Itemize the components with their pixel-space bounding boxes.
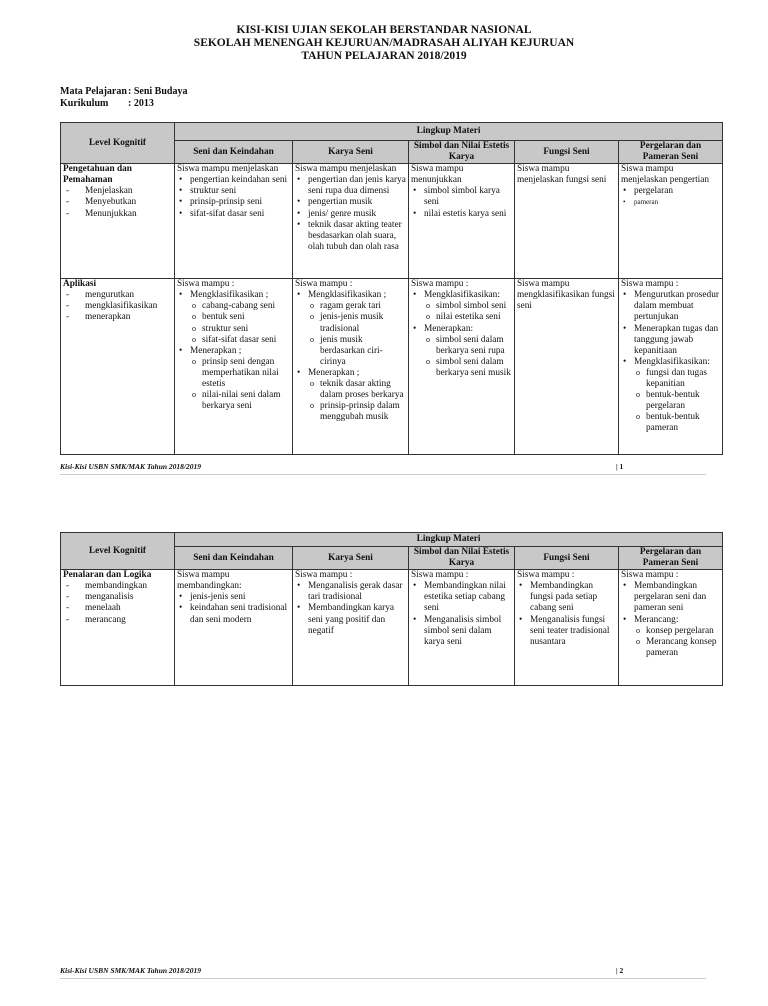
kisi-table-page1: [60, 122, 723, 455]
level-cell: [61, 570, 175, 686]
list-item: [177, 290, 290, 345]
list-item: [621, 615, 720, 659]
cell-intro: Siswa mampu menjelaskan pengertian: [621, 164, 710, 186]
list-item: • Menganalisis fungsi seni teater tradisional nusantara: [517, 615, 616, 648]
list-item: - Menyebutkan: [63, 197, 172, 208]
header-title-line1: KISI-KISI UJIAN SEKOLAH BERSTANDAR NASIONAL: [236, 24, 532, 36]
list-item: • sifat-sifat dasar seni: [177, 209, 290, 220]
header-pergelaran-pameran: Pergelaran dan Pameran Seni: [619, 141, 723, 164]
list-item: - Menjelaskan: [63, 186, 172, 197]
list-item: • Membandingkan pergelaran seni dan pameran seni: [621, 581, 720, 614]
header-karya-seni: Karya Seni: [293, 547, 409, 570]
list-item: o nilai estetika seni: [424, 312, 512, 323]
header-seni-keindahan: Seni dan Keindahan: [175, 141, 293, 164]
header-fungsi-seni: Fungsi Seni: [515, 141, 619, 164]
header-fungsi-seni: Fungsi Seni: [515, 547, 619, 570]
kisi-table-page2: [60, 532, 723, 686]
cell-intro: Siswa mampu menjelaskan: [295, 164, 397, 175]
header-level-kognitif: Level Kognitif: [61, 123, 175, 164]
list-item: • pengertian musik: [295, 197, 406, 208]
list-item: o jenis-jenis musik tradisional: [308, 312, 406, 334]
document-header: [0, 24, 768, 63]
cell-pergelaran-pameran: [619, 570, 723, 686]
level-title: Aplikasi: [63, 279, 97, 290]
list-item: • Mengurutkan prosedur dalam membuat pertunjukan: [621, 290, 720, 323]
header-title-line3: TAHUN PELAJARAN 2018/2019: [301, 50, 467, 62]
list-item: o sifat-sifat dasar seni: [190, 335, 290, 346]
header-simbol-nilai: Simbol dan Nilai Estetis Karya: [409, 547, 515, 570]
list-item: • struktur seni: [177, 186, 290, 197]
cell-karya-seni: [293, 279, 409, 455]
list-item: o simbol simbol seni: [424, 301, 512, 312]
list-item: [177, 346, 290, 413]
list-item: o prinsip seni dengan memperhatikan nilai estetis: [190, 357, 290, 390]
list-item: - menerapkan: [63, 312, 172, 323]
cell-pergelaran-pameran: [619, 279, 723, 455]
level-cell: [61, 164, 175, 279]
cell-intro: Siswa mampu menjelaskan: [177, 164, 279, 175]
page-footer: [60, 462, 706, 471]
list-item: • Menganalisis gerak dasar tari tradisional: [295, 581, 406, 603]
cell-karya-seni: [293, 570, 409, 686]
list-item: o simbol seni dalam berkarya seni musik: [424, 357, 512, 379]
cell-intro: Siswa mampu menjelaskan fungsi seni: [517, 164, 607, 186]
list-item: o fungsi dan tugas kepanitian: [634, 368, 720, 390]
curriculum-value: : 2013: [128, 98, 154, 109]
list-item: o konsep pergelaran: [634, 626, 720, 637]
list-item: • keindahan seni tradisional dan seni modern: [177, 603, 290, 625]
list-item: o teknik dasar akting dalam proses berkarya: [308, 379, 406, 401]
list-item: • pengertian keindahan seni: [177, 175, 290, 186]
list-item: o struktur seni: [190, 324, 290, 335]
cell-karya-seni: [293, 164, 409, 279]
level-list: [63, 186, 172, 219]
list-item: • jenis-jenis seni: [177, 592, 290, 603]
list-item: • jenis/ genre musik: [295, 209, 406, 220]
list-item: - menelaah: [63, 603, 172, 614]
footer-text: Kisi-Kisi USBN SMK/MAK Tahun 2018/2019: [60, 966, 202, 975]
cell-intro: Siswa mampu :: [295, 570, 353, 581]
bullet-label: Mengklasifikasikan:: [424, 290, 500, 301]
cell-simbol-nilai: [409, 570, 515, 686]
cell-intro: Siswa mampu mengklasifikasikan fungsi seni: [517, 279, 615, 312]
list-item: • teknik dasar akting teater besdasarkan olah suara, olah tubuh dan olah rasa: [295, 220, 406, 253]
cell-simbol-nilai: [409, 279, 515, 455]
level-cell: [61, 279, 175, 455]
bullet-label: Menerapkan ;: [190, 345, 242, 356]
list-item: o simbol seni dalam berkarya seni rupa: [424, 335, 512, 357]
footer-text: Kisi-Kisi USBN SMK/MAK Tahun 2018/2019: [60, 462, 202, 471]
list-item: [295, 368, 406, 423]
row-aplikasi: [61, 279, 723, 455]
cell-intro: Siswa mampu membandingkan:: [177, 570, 242, 592]
list-item: • nilai estetis karya seni: [411, 209, 512, 220]
bullet-label: Menerapkan:: [424, 323, 474, 334]
header-level-kognitif: Level Kognitif: [61, 533, 175, 570]
list-item: o bentuk-bentuk pergelaran: [634, 390, 720, 412]
bullet-label: Mengklasifikasikan ;: [190, 290, 269, 301]
level-title: Pengetahuan dan Pemahaman: [63, 164, 132, 186]
list-item: - membandingkan: [63, 581, 172, 592]
list-item: [621, 357, 720, 435]
list-item: o ragam gerak tari: [308, 301, 406, 312]
cell-intro: Siswa mampu :: [177, 279, 235, 290]
header-pergelaran-pameran: Pergelaran dan Pameran Seni: [619, 547, 723, 570]
cell-seni-keindahan: [175, 279, 293, 455]
page-number: | 2: [616, 966, 624, 975]
cell-simbol-nilai: [409, 164, 515, 279]
list-item: • pameran: [621, 197, 720, 208]
list-item: • Membandingkan fungsi pada setiap cabang seni: [517, 581, 616, 614]
list-item: • simbol simbol karya seni: [411, 186, 512, 208]
subject-value: : Seni Budaya: [128, 86, 188, 97]
cell-intro: Siswa mampu :: [411, 279, 469, 290]
list-item: o Merancang konsep pameran: [634, 637, 720, 659]
list-item: • Menerapkan tugas dan tanggung jawab kepanitiaan: [621, 324, 720, 357]
list-item: • pengertian dan jenis karya seni rupa dua dimensi: [295, 175, 406, 197]
document-meta: [60, 86, 187, 110]
cell-fungsi-seni: [515, 570, 619, 686]
list-item: - mengurutkan: [63, 290, 172, 301]
cell-intro: Siswa mampu :: [517, 570, 575, 581]
bullet-label: Menerapkan ;: [308, 367, 360, 378]
bullet-label: Mengklasifikasikan ;: [308, 290, 387, 301]
bullet-label: Mengklasifikasikan:: [634, 356, 710, 367]
cell-intro: Siswa mampu menunjukkan: [411, 164, 464, 186]
list-item: [295, 290, 406, 368]
cell-pergelaran-pameran: [619, 164, 723, 279]
header-lingkup-materi: Lingkup Materi: [175, 123, 723, 141]
header-lingkup-materi: Lingkup Materi: [175, 533, 723, 547]
list-item: • Membandingkan nilai estetika setiap cabang seni: [411, 581, 512, 614]
header-simbol-nilai: Simbol dan Nilai Estetis Karya: [409, 141, 515, 164]
footer-divider: [60, 474, 706, 475]
list-item: o bentuk-bentuk pameran: [634, 412, 720, 434]
list-item: [411, 324, 512, 379]
header-title-line2: SEKOLAH MENENGAH KEJURUAN/MADRASAH ALIYAH KEJURUAN: [193, 37, 575, 49]
page-number: | 1: [616, 462, 624, 471]
subject-label: Mata Pelajaran: [60, 86, 127, 97]
list-item: • pergelaran: [621, 186, 720, 197]
cell-intro: Siswa mampu :: [621, 570, 679, 581]
list-item: o cabang-cabang seni: [190, 301, 290, 312]
list-item: - merancang: [63, 615, 172, 626]
cell-intro: Siswa mampu :: [411, 570, 469, 581]
header-seni-keindahan: Seni dan Keindahan: [175, 547, 293, 570]
curriculum-label: Kurikulum: [60, 98, 109, 109]
list-item: - menganalisis: [63, 592, 172, 603]
list-item: o jenis musik berdasarkan ciri-cirinya: [308, 335, 406, 368]
level-title: Penalaran dan Logika: [63, 570, 152, 581]
list-item: • Membandingkan karya seni yang positif dan negatif: [295, 603, 406, 636]
list-item: - Menunjukkan: [63, 209, 172, 220]
list-item: o nilai-nilai seni dalam berkarya seni: [190, 390, 290, 412]
list-item: [411, 290, 512, 323]
bullet-label: Merancang:: [634, 614, 679, 625]
header-karya-seni: Karya Seni: [293, 141, 409, 164]
cell-seni-keindahan: [175, 164, 293, 279]
cell-intro: Siswa mampu :: [621, 279, 679, 290]
cell-fungsi-seni: [515, 164, 619, 279]
list-item: o bentuk seni: [190, 312, 290, 323]
row-pengetahuan: [61, 164, 723, 279]
list-item: o prinsip-prinsip dalam menggubah musik: [308, 401, 406, 423]
list-item: • prinsip-prinsip seni: [177, 197, 290, 208]
cell-seni-keindahan: [175, 570, 293, 686]
cell-fungsi-seni: [515, 279, 619, 455]
list-item: • Menganalisis simbol simbol seni dalam karya seni: [411, 615, 512, 648]
row-penalaran: [61, 570, 723, 686]
list-item: - mengklasifikasikan: [63, 301, 172, 312]
page-footer: [60, 966, 706, 975]
footer-divider: [60, 978, 706, 979]
cell-intro: Siswa mampu :: [295, 279, 353, 290]
